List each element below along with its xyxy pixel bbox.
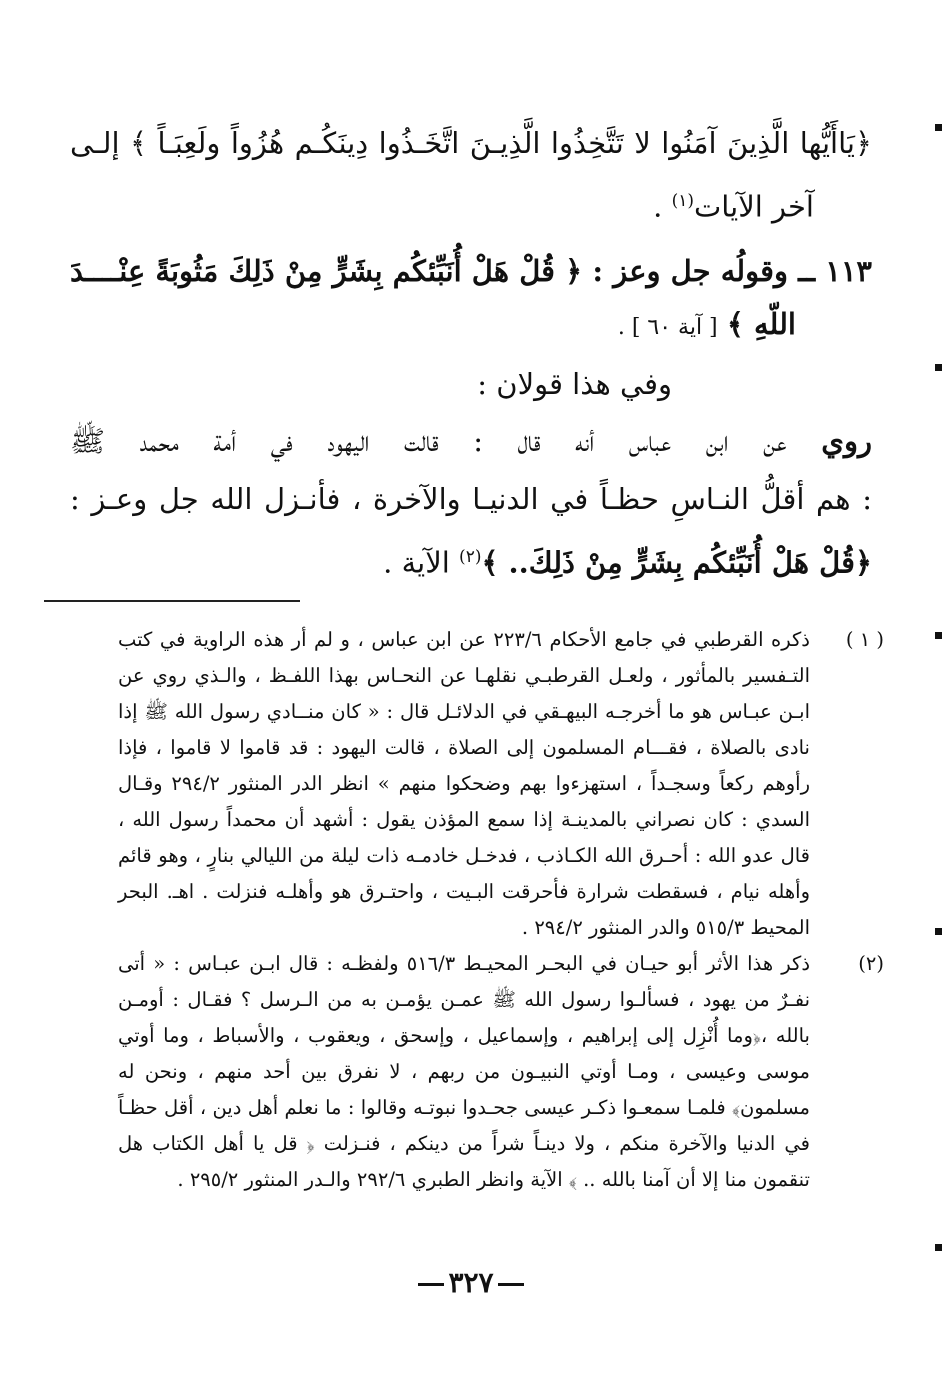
narration-line-1 (70, 412, 872, 470)
footnotes (118, 622, 884, 1198)
scan-mark (935, 632, 942, 639)
page-number-text: ٣٢٧ (448, 1266, 494, 1299)
item-113-line-2 (70, 300, 872, 352)
narration-line-3-end: الآية . (383, 545, 460, 580)
verse-line-1: ﴿يَاأَيُّها الَّذِينَ آمَنُوا لا تَتَّخِذُوا الَّذِيـنَ اتَّخَـذُوا دِينَكُـم هُزُواً ولَعِبَـاً ﴾ إلـى (70, 126, 872, 160)
page-number-dash-left (498, 1283, 524, 1286)
narration-line-3 (70, 528, 872, 592)
page-number (0, 1266, 942, 1299)
verse-reference: [ آية ٦٠ ] . (617, 315, 718, 340)
page-number-dash-right (418, 1283, 444, 1286)
footnote-1 (118, 622, 884, 946)
verse-block (70, 114, 872, 236)
footnote-ref-1: (١) (671, 191, 694, 211)
narration-line-2: : هم أقلُّ النـاسِ حظـاً في الدنيـا والآخرة ، فأنـزل الله جل وعـز : (70, 482, 872, 516)
verse-line-2 (70, 172, 872, 236)
scan-mark (935, 124, 942, 131)
item-113-line-1: ١١٣ ــ وقولُه جل وعز : ﴿ قُلْ هَلْ أُنَبِّئكُم بِشَرٍّ مِنْ ذَلِكَ مَثُوبَةً عِنْــــدَ (70, 254, 872, 288)
item-113 (70, 242, 872, 352)
footnote-text: ذكره القرطبي في جامع الأحكام ٢٢٣/٦ عن ابن عباس ، و لم أر هذه الراوية في كتب التـفسير بالمأثور ، ولعـل القرطبـي نقلهـا عن النحـاس بهذا اللفـظ ، والـذي روي عن ابـن عبـاس هو ما أخرجـه البيهـقي في الدلائـل قال : « كان منــادي رسول الله ﷺ إذا نادى بالصلاة ، فقـــام المسلمون إلى الصلاة ، قالت اليهود : قد قاموا لا قاموا ، فإذا رأوهم ركعاً وسجـداً ، استهزءوا بهم وضحكوا منهم » انظر الدر المنثور ٢٩٤/٢ وقـال السدي : كان نصراني بالمدينـة إذا سمع المؤذن يقول : أشهد أن محمداً رسول الله ، قال عدو الله : أحـرق الله الكـاذب ، فدخـل خادمـه ذات ليلة من الليالي بنارٍ ، وهو قائم وأهله نيام ، فسقطت شرارة فأحرقت البـيت ، واحتـرق هو وأهلـه فنزلت . اهـ. البحر المحيط ٥١٥/٣ والدر المنثور ٢٩٤/٢ . (118, 628, 810, 939)
intro-text: وفي هذا قولان : (477, 367, 672, 401)
verse-line-2-text: آخر الآيات (693, 189, 814, 224)
narration-line-1-rest: عن ابن عباس أنه قال : قالت اليهود في أمة محمد ﷺ (70, 424, 822, 458)
item-113-line-2-bold: اللّهِ ﴾ (726, 307, 796, 341)
narration-verse: ﴿قُلْ هَلْ أُنَبِّئكُم بِشَرٍّ مِنْ ذَلِكَ.. ﴾ (481, 545, 872, 580)
footnote-number: (٢) (858, 952, 884, 975)
scan-mark (935, 364, 942, 371)
footnote-separator (44, 600, 300, 602)
scan-mark (935, 1244, 942, 1251)
footnote-2 (118, 946, 884, 1198)
footnote-text: ذكر هذا الأثر أبو حيـان في البحـر المحيـط ٥١٦/٣ ولفظـه : قال ابـن عبـاس : « أتى نفـرٌ من يهود ، فسألـوا رسول الله ﷺ عمـن يؤمـن به من الـرسل ؟ فقـال : أومـن بالله ،﴿وما أُنْزِل إلى إبراهيم ، وإسماعيل ، وإسحق ، ويعقوب ، والأسباط ، وما أوتي موسى وعيسى ، ومـا أوتي النبيـون من ربهم ، لا نفرق بين أحد منهم ، ونحن له مسلمون﴾ فلمـا سمعـوا ذكـر عيسى جحـدوا نبوتـه وقالوا : ما نعلم أهل دين ، أقل حظـاً في الدنيا والآخرة منكم ، ولا دينـاً شراً من دينكم ، فنـزلت ﴿ قل يا أهل الكتاب هل تنقمون منا إلا أن آمنا بالله .. ﴾ الآية وانظر الطبري ٢٩٢/٦ والـدر المنثور ٢٩٥/٢ . (118, 952, 810, 1191)
narration-block (70, 412, 872, 592)
verse-line-2-end: . (653, 189, 672, 224)
footnote-number: ( ١ ) (845, 628, 884, 651)
intro-line (70, 360, 872, 408)
footnote-ref-2: (٢) (459, 547, 482, 567)
scan-mark (935, 928, 942, 935)
narration-lead: روي (821, 424, 872, 458)
